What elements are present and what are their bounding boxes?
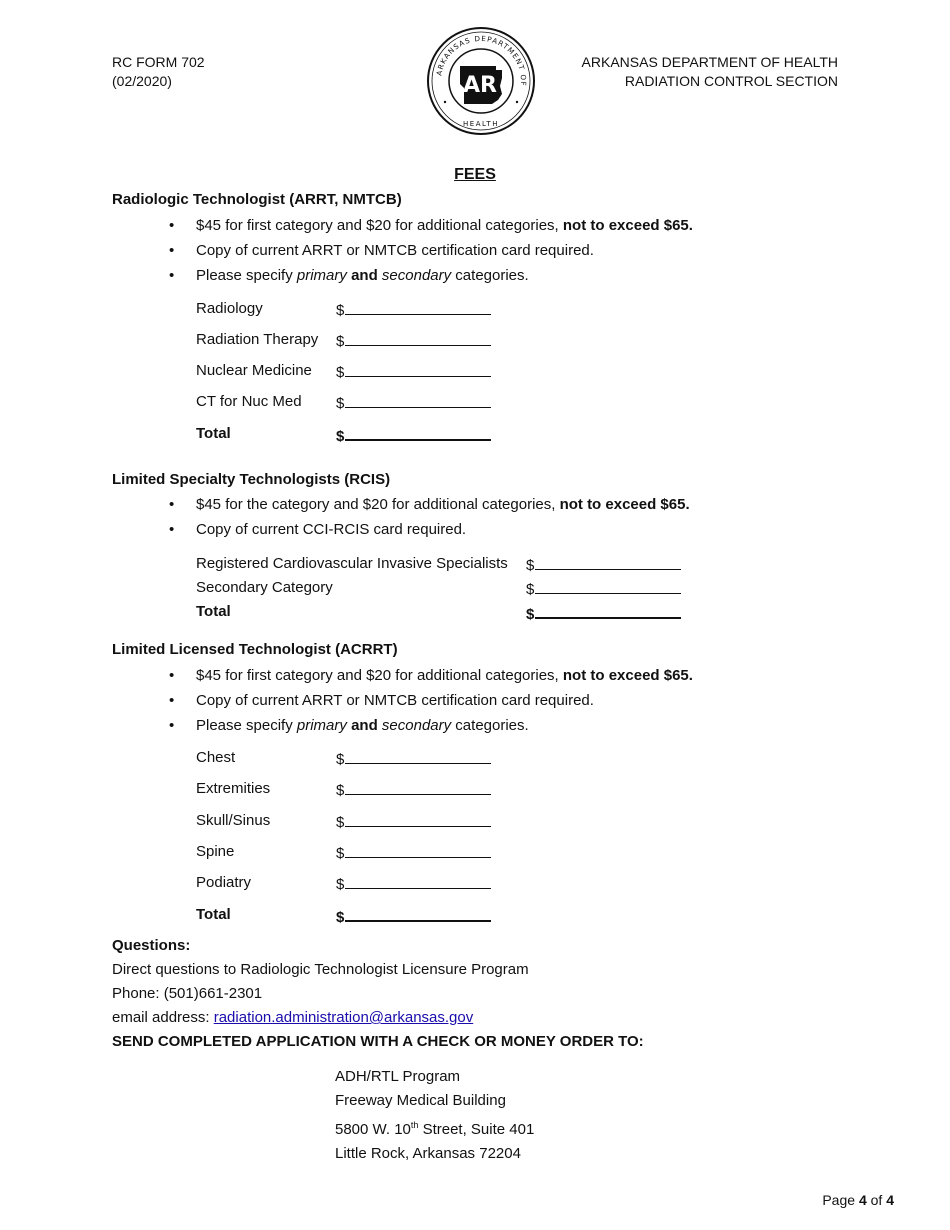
agency-block: [582, 53, 838, 91]
fee-row-ct-nuc-med: CT for Nuc Med $: [196, 392, 302, 412]
fee-row-secondary-category: Secondary Category $: [196, 578, 333, 598]
questions-block: [112, 934, 644, 1054]
section-name: RADIATION CONTROL SECTION: [624, 73, 838, 89]
email-line: email address: radiation.administration@arkansas.gov: [112, 1009, 474, 1026]
section2-bullets: [176, 492, 690, 542]
skull-sinus-amount-field[interactable]: [345, 811, 491, 827]
fee-row-podiatry: Podiatry $: [196, 873, 251, 893]
section2-total-field[interactable]: [535, 602, 681, 619]
svg-text:HEALTH: HEALTH: [463, 120, 499, 128]
section2-bullet-2: • Copy of current CCI-RCIS card required.: [176, 517, 690, 542]
fee-row-total-1: Total $: [196, 424, 231, 444]
address-line-3: 5800 W. 10th Street, Suite 401: [335, 1120, 535, 1138]
section1-heading: Radiologic Technologist (ARRT, NMTCB): [112, 191, 402, 208]
section3-total-field[interactable]: [345, 905, 491, 922]
page-title: FEES: [454, 166, 496, 183]
nuclear-medicine-amount-field[interactable]: [345, 361, 491, 377]
fee-row-rcis: Registered Cardiovascular Invasive Specialists $: [196, 554, 508, 574]
fee-row-skull-sinus: Skull/Sinus $: [196, 811, 270, 831]
section1-bullet-3: • Please specify primary and secondary categories.: [176, 263, 693, 288]
address-line-1: ADH/RTL Program: [335, 1068, 461, 1085]
section3-bullet-1: • $45 for first category and $20 for additional categories, not to exceed $65.: [176, 663, 693, 688]
svg-text:ARKANSAS DEPARTMENT OF: ARKANSAS DEPARTMENT OF: [434, 33, 529, 87]
seal-letters: AR: [463, 73, 497, 98]
fee-row-radiology: Radiology $: [196, 299, 263, 319]
questions-line: Direct questions to Radiologic Technologist Licensure Program: [112, 961, 529, 978]
form-id-block: [112, 53, 205, 91]
rcis-amount-field[interactable]: [535, 554, 681, 570]
agency-name: ARKANSAS DEPARTMENT OF HEALTH: [581, 54, 838, 70]
form-date: (02/2020): [112, 73, 172, 89]
send-to-heading: SEND COMPLETED APPLICATION WITH A CHECK OR MONEY ORDER TO:: [112, 1033, 644, 1050]
phone-number: Phone: (501)661-2301: [112, 985, 263, 1002]
secondary-category-amount-field[interactable]: [535, 578, 681, 594]
section1-total-field[interactable]: [345, 424, 491, 441]
section1-bullets: [176, 213, 693, 288]
arkansas-health-seal-logo: [426, 26, 536, 136]
chest-amount-field[interactable]: [345, 748, 491, 764]
questions-heading: Questions:: [112, 937, 191, 954]
email-link[interactable]: radiation.administration@arkansas.gov: [213, 1009, 474, 1026]
address-line-2: Freeway Medical Building: [335, 1092, 506, 1109]
spine-amount-field[interactable]: [345, 842, 491, 858]
form-number: RC FORM 702: [112, 54, 205, 70]
address-line-4: Little Rock, Arkansas 72204: [335, 1145, 521, 1162]
page-number: Page 4 of 4: [822, 1192, 894, 1208]
section1-bullet-1: • $45 for first category and $20 for additional categories, not to exceed $65.: [176, 213, 693, 238]
radiation-therapy-amount-field[interactable]: [345, 330, 491, 346]
fee-row-radiation-therapy: Radiation Therapy $: [196, 330, 318, 350]
section3-bullets: [176, 663, 693, 738]
fee-row-nuclear-medicine: Nuclear Medicine $: [196, 361, 312, 381]
mailing-address: [335, 1065, 534, 1166]
section3-heading: Limited Licensed Technologist (ACRRT): [112, 641, 398, 658]
section2-bullet-1: • $45 for the category and $20 for additional categories, not to exceed $65.: [176, 492, 690, 517]
section1-bullet-2: • Copy of current ARRT or NMTCB certification card required.: [176, 238, 693, 263]
ct-nuc-med-amount-field[interactable]: [345, 392, 491, 408]
fee-row-extremities: Extremities $: [196, 779, 270, 799]
extremities-amount-field[interactable]: [345, 779, 491, 795]
fee-row-total-3: Total $: [196, 905, 231, 925]
section2-heading: Limited Specialty Technologists (RCIS): [112, 471, 391, 488]
fee-row-spine: Spine $: [196, 842, 234, 862]
podiatry-amount-field[interactable]: [345, 873, 491, 889]
section3-bullet-2: • Copy of current ARRT or NMTCB certification card required.: [176, 688, 693, 713]
fee-row-chest: Chest $: [196, 748, 235, 768]
section3-bullet-3: • Please specify primary and secondary categories.: [176, 713, 693, 738]
fee-row-total-2: Total $: [196, 602, 231, 622]
radiology-amount-field[interactable]: [345, 299, 491, 315]
